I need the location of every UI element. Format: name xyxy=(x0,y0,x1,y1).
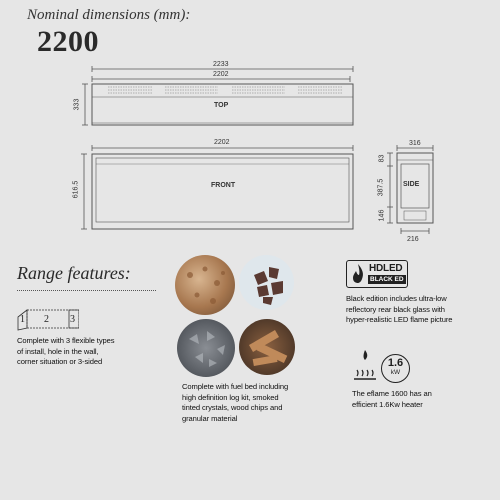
front-view-label: FRONT xyxy=(211,182,236,189)
side-view-label: SIDE xyxy=(403,181,420,188)
flame-icon xyxy=(349,263,367,285)
wood-chips-image xyxy=(175,255,235,315)
top-depth-label: 333 xyxy=(73,98,81,111)
front-height-label: 616.5 xyxy=(72,180,80,199)
nominal-dimensions-label: Nominal dimensions (mm): xyxy=(27,7,191,23)
black-edition-text: BLACK ED xyxy=(370,276,404,283)
install-box-2: 2 xyxy=(44,314,49,325)
front-width-label: 2202 xyxy=(214,139,230,146)
install-description: Complete with 3 flexible types of install, hole in the wall, corner situation or 3-sided xyxy=(17,336,115,366)
side-bottom-depth-label: 216 xyxy=(407,236,419,243)
hdled-badge xyxy=(346,260,408,288)
install-box-3: 3 xyxy=(70,314,75,325)
top-vent-grilles xyxy=(108,87,342,93)
fuel-bed-description: Complete with fuel bed including high definition log kit, smoked tinted crystals, wood chips and granular material xyxy=(182,382,289,423)
heater-description: The eflame 1600 has an efficient 1.6Kw heater xyxy=(352,389,432,409)
side-dim-bottom-label: 146 xyxy=(378,209,386,222)
heater-icon xyxy=(352,348,378,382)
range-features-title: Range features: xyxy=(17,263,131,283)
top-view-label: TOP xyxy=(214,102,229,109)
side-view-drawing xyxy=(387,145,433,234)
black-edition-description: Black edition includes ultra-low reflectory rear black glass with hyper-realistic LED flame picture xyxy=(346,294,453,324)
dotted-divider xyxy=(17,290,156,291)
power-rating-badge xyxy=(381,354,410,383)
top-inner-width-label: 2202 xyxy=(213,71,229,78)
smoked-crystals-image xyxy=(177,319,235,377)
install-box-1: 1 xyxy=(20,314,25,325)
power-unit: kW xyxy=(390,369,401,376)
top-overall-width-label: 2233 xyxy=(213,61,229,68)
power-value: 1.6 xyxy=(387,357,404,369)
install-options-icon xyxy=(17,309,79,331)
side-dim-top-label: 83 xyxy=(378,154,386,163)
model-size-title: 2200 xyxy=(37,25,99,58)
side-dim-mid-label: 387.5 xyxy=(377,178,385,197)
hdled-text: HDLED xyxy=(369,263,403,274)
side-top-depth-label: 316 xyxy=(409,140,421,147)
log-kit-image xyxy=(239,319,295,375)
granular-material-image xyxy=(239,255,294,310)
